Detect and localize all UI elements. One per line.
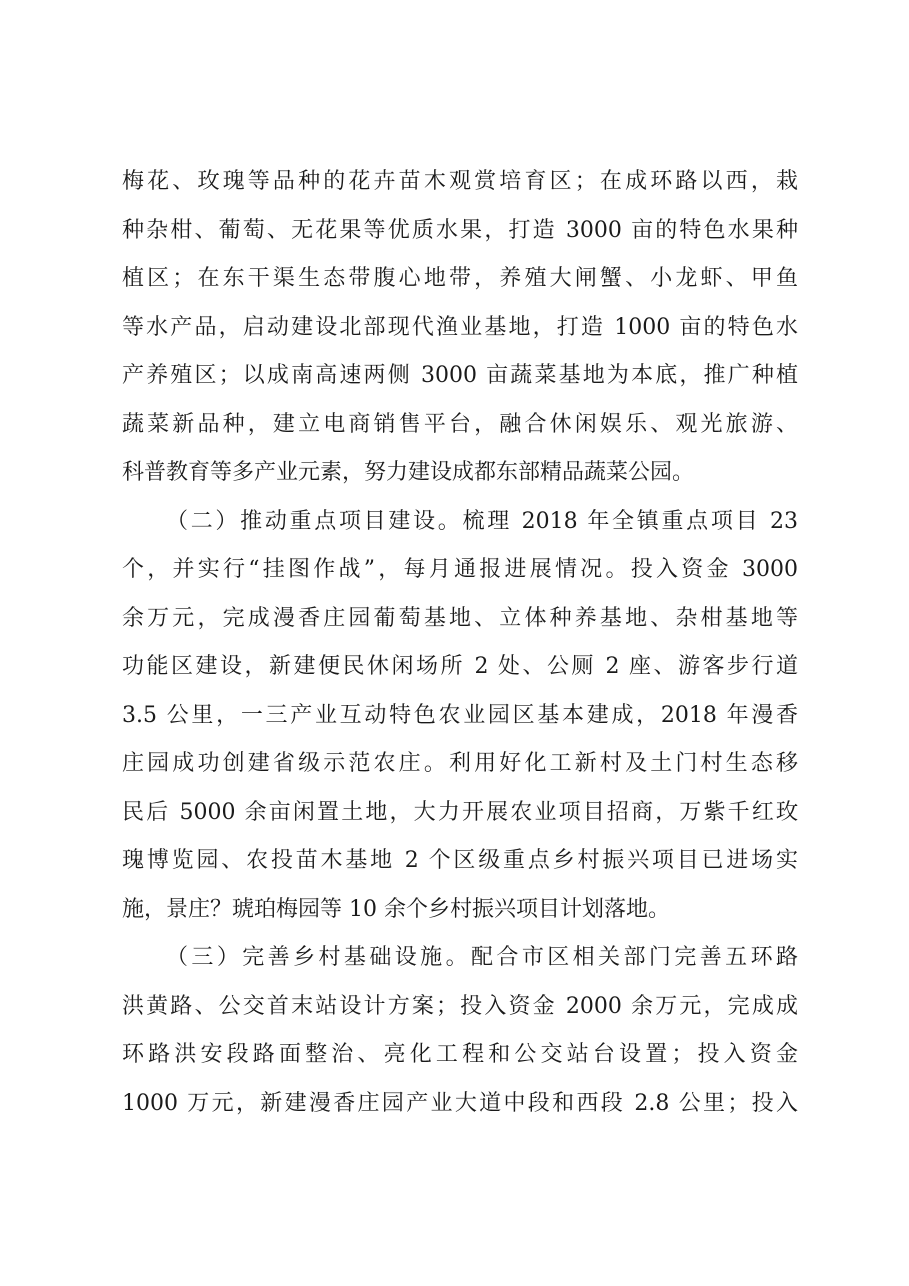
- text-line: 庄园成功创建省级示范农庄。利用好化工新村及土门村生态移: [122, 751, 798, 776]
- text-line: 民后 5000 余亩闲置土地，大力开展农业项目招商，万紫千红玫: [122, 799, 798, 825]
- text-line: 瑰博览园、农投苗木基地 2 个区级重点乡村振兴项目已进场实: [122, 848, 798, 873]
- text-line: （二）推动重点项目建设。梳理 2018 年全镇重点项目 23: [166, 508, 798, 534]
- text-line: （三）完善乡村基础设施。配合市区相关部门完善五环路: [166, 945, 798, 970]
- text-line: 1000 万元，新建漫香庄园产业大道中段和西段 2.8 公里；投入: [122, 1090, 798, 1116]
- text-line: 蔬菜新品种，建立电商销售平台，融合休闲娱乐、观光旅游、: [122, 411, 798, 437]
- text-line: 科普教育等多产业元素，努力建设成都东部精品蔬菜公园。: [122, 460, 695, 485]
- text-line: 环路洪安段路面整治、亮化工程和公交站台设置；投入资金: [122, 1042, 798, 1067]
- document-body: [122, 158, 798, 1128]
- text-line: 洪黄路、公交首末站设计方案；投入资金 2000 余万元，完成成: [122, 993, 798, 1019]
- text-line: 个，并实行“挂图作战”，每月通报进展情况。投入资金 3000: [122, 557, 798, 582]
- text-line: 种杂柑、葡萄、无花果等优质水果，打造 3000 亩的特色水果种: [122, 217, 798, 243]
- text-line: 等水产品，启动建设北部现代渔业基地，打造 1000 亩的特色水: [122, 314, 798, 340]
- text-line: 产养殖区；以成南高速两侧 3000 亩蔬菜基地为本底，推广种植: [122, 363, 798, 388]
- text-line: 3.5 公里，一三产业互动特色农业园区基本建成，2018 年漫香: [122, 702, 798, 728]
- text-line: 植区；在东干渠生态带腹心地带，养殖大闸蟹、小龙虾、甲鱼: [122, 266, 798, 291]
- text-line: 梅花、玫瑰等品种的花卉苗木观赏培育区；在成环路以西，栽: [122, 169, 798, 194]
- text-line: 功能区建设，新建便民休闲场所 2 处、公厕 2 座、游客步行道: [122, 654, 798, 679]
- text-line: 施，景庄？琥珀梅园等 10 余个乡村振兴项目计划落地。: [122, 896, 670, 922]
- text-line: 余万元，完成漫香庄园葡萄基地、立体种养基地、杂柑基地等: [122, 605, 798, 631]
